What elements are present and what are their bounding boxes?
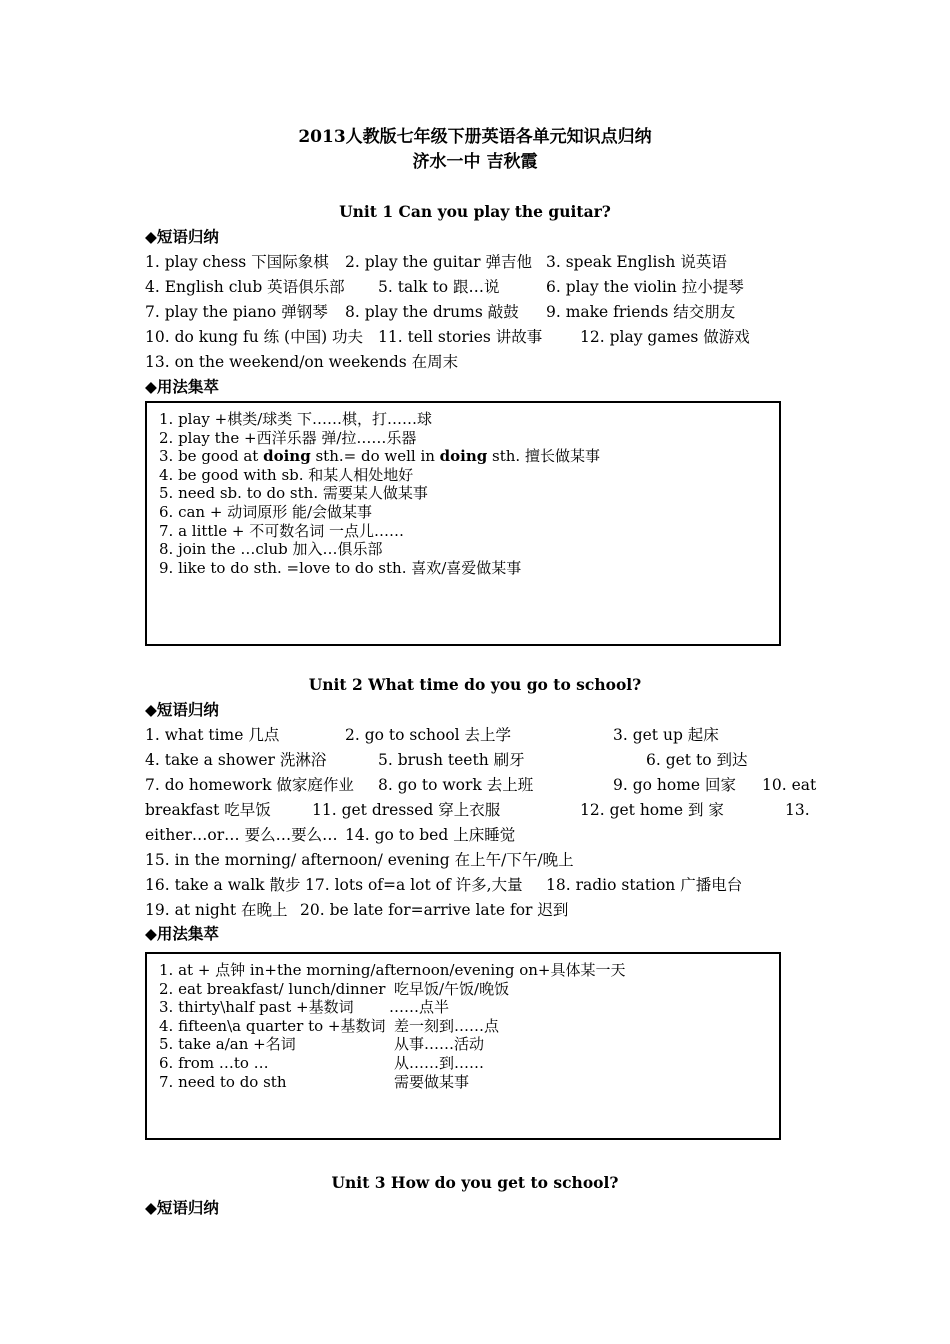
phrase-item: 13. — [785, 801, 810, 819]
phrase-item: 4. take a shower 洗淋浴 — [145, 751, 327, 769]
usage-line: 9. like to do sth. =love to do sth. 喜欢/喜爱做某事 — [159, 558, 522, 577]
usage-line: 4. fifteen\a quarter to +基数词 — [159, 1016, 386, 1035]
phrase-item: 12. get home 到 家 — [580, 801, 724, 819]
phrase-item: 2. play the guitar 弹吉他 — [345, 253, 532, 271]
usage-line: 2. play the +西洋乐器 弹/拉……乐器 — [159, 428, 417, 447]
phrase-item: 1. play chess 下国际象棋 — [145, 253, 329, 271]
phrase-item: 14. go to bed 上床睡觉 — [345, 826, 516, 844]
unit2-usage-header: ◆用法集萃 — [145, 924, 219, 943]
phrase-item: 2. go to school 去上学 — [345, 726, 512, 744]
phrase-item: 10. eat — [762, 776, 817, 794]
phrase-item: 5. brush teeth 刷牙 — [378, 751, 525, 769]
phrase-item: 9. go home 回家 — [613, 776, 737, 794]
phrase-item: 12. play games 做游戏 — [580, 328, 750, 346]
phrase-item: either…or… 要么…要么… — [145, 826, 338, 844]
unit1-usage-header: ◆用法集萃 — [145, 377, 219, 396]
usage-line: 1. at + 点钟 in+the morning/afternoon/evening on+具体某一天 — [159, 961, 626, 979]
phrase-item: 15. in the morning/ afternoon/ evening 在上午/下午/晚上 — [145, 851, 574, 869]
usage-meaning: 从事……活动 — [394, 1035, 485, 1054]
unit1-usage-box — [145, 401, 781, 646]
usage-line: 4. be good with sb. 和某人相处地好 — [159, 465, 414, 484]
unit3-heading: Unit 3 How do you get to school? — [331, 1173, 619, 1192]
phrase-item: 7. do homework 做家庭作业 — [145, 776, 354, 794]
phrase-item: 20. be late for=arrive late for 迟到 — [300, 901, 569, 919]
usage-line: 8. join the …club 加入…俱乐部 — [159, 540, 383, 559]
usage-meaning: 差一刻到……点 — [394, 1016, 500, 1035]
usage-line: 7. need to do sth — [159, 1072, 287, 1091]
unit3-phrases-header: ◆短语归纳 — [145, 1198, 219, 1217]
phrase-item: 6. play the violin 拉小提琴 — [546, 278, 744, 296]
document-title: 2013人教版七年级下册英语各单元知识点归纳 — [298, 127, 652, 147]
usage-meaning: 吃早饭/午饭/晚饭 — [394, 979, 510, 998]
usage-line: 5. take a/an +名词 — [159, 1035, 296, 1054]
usage-line: 3. be good at doing sth.= do well in doing sth. 擅长做某事 — [159, 447, 600, 466]
phrase-item: 10. do kung fu 练 (中国) 功夫 — [145, 328, 364, 346]
phrase-item: breakfast 吃早饭 — [145, 801, 271, 819]
phrase-item: 4. English club 英语俱乐部 — [145, 278, 345, 296]
phrase-item: 18. radio station 广播电台 — [546, 876, 743, 894]
usage-line: 6. from …to … — [159, 1054, 269, 1072]
usage-line: 3. thirty\half past +基数词 — [159, 998, 354, 1017]
phrase-item: 9. make friends 结交朋友 — [546, 303, 736, 321]
unit1-phrases-header: ◆短语归纳 — [145, 227, 219, 246]
usage-line: 1. play +棋类/球类 下……棋，打……球 — [159, 410, 433, 428]
phrase-item: 11. tell stories 讲故事 — [378, 328, 543, 346]
document-subtitle: 济水一中 吉秋霞 — [412, 152, 538, 172]
phrase-item: 3. get up 起床 — [613, 726, 719, 744]
unit2-usage-box — [145, 952, 781, 1140]
usage-line: 5. need sb. to do sth. 需要某人做某事 — [159, 484, 428, 503]
phrase-item: 16. take a walk 散步 — [145, 876, 301, 894]
phrase-item: 8. play the drums 敲鼓 — [345, 303, 519, 321]
usage-line: 7. a little + 不可数名词 一点儿…… — [159, 521, 404, 540]
phrase-item: 19. at night 在晚上 — [145, 901, 288, 919]
phrase-item: 8. go to work 去上班 — [378, 776, 534, 794]
usage-meaning: ……点半 — [389, 998, 450, 1017]
usage-line: 2. eat breakfast/ lunch/dinner — [159, 979, 386, 998]
phrase-item: 17. lots of=a lot of 许多,大量 — [305, 876, 523, 894]
unit1-heading: Unit 1 Can you play the guitar? — [339, 202, 611, 221]
phrase-item: 11. get dressed 穿上衣服 — [312, 801, 501, 819]
phrase-item: 13. on the weekend/on weekends 在周末 — [145, 353, 459, 371]
phrase-item: 5. talk to 跟…说 — [378, 278, 500, 296]
usage-line: 6. can + 动词原形 能/会做某事 — [159, 503, 373, 521]
usage-meaning: 从……到…… — [394, 1054, 485, 1072]
phrase-item: 6. get to 到达 — [646, 751, 748, 769]
phrase-item: 7. play the piano 弹钢琴 — [145, 303, 328, 321]
usage-meaning: 需要做某事 — [394, 1072, 470, 1091]
unit2-phrases-header: ◆短语归纳 — [145, 700, 219, 719]
phrase-item: 3. speak English 说英语 — [546, 253, 727, 271]
unit2-heading: Unit 2 What time do you go to school? — [308, 675, 642, 694]
phrase-item: 1. what time 几点 — [145, 726, 280, 744]
